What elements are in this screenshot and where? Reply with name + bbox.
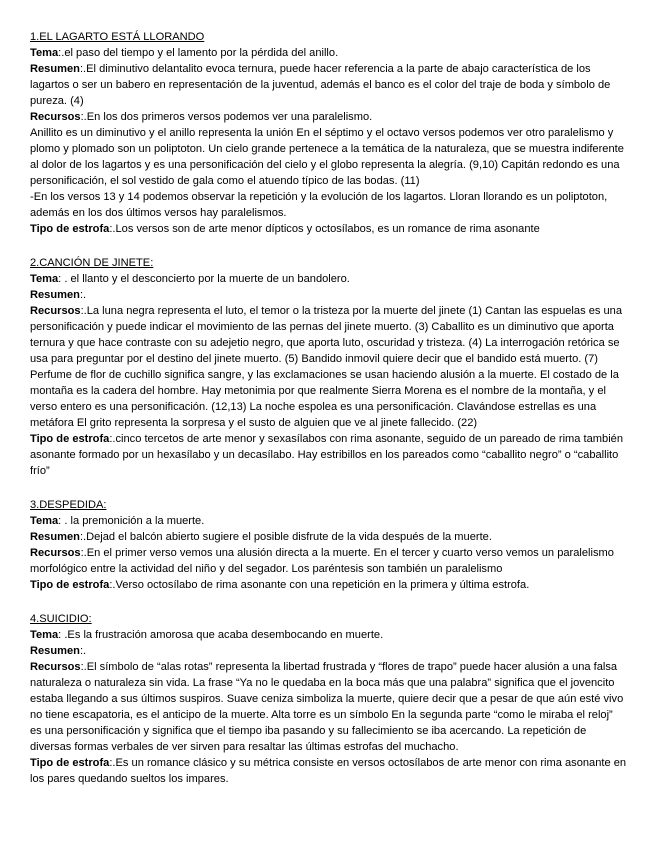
tema-label: Tema (30, 47, 59, 59)
tipo-label: Tipo de estrofa (30, 757, 110, 769)
tipo-label: Tipo de estrofa (30, 223, 110, 235)
recursos-text: :.La luna negra representa el luto, el temor o la tristeza por la muerte del jinete (1) Cantan las espuelas es una personificación y puede indicar el movimiento de las pernas del jinete muerto. (3) Caballito es un diminutivo que aporta ternura y que hace contraste con su adejetio negro, que aporta luto, oscuridad y tristeza. (4) La interrogación retórica se usa para preguntar por el destino del jinete muerto. (5) Bandido inmovil quiere decir que el bandido está muerto. (7) Perfume de flor de cuchillo significa sangre, y las exclamaciones se usan haciendo alusión a la muerte. El costado de la montaña es la cadera del hombre. Hay metonimia por que realmente Sierra Morena es el nombre de la montaña, y el verso entero es una personificación. (12,13) La noche espolea es una personificación. Clavándose estrellas es una metáfora El grito representa la sorpresa y el susto de alguien que ve al jinete fallecido. (22) (30, 305, 623, 429)
resumen-text: :.Dejad el balcón abierto sugiere el posible disfrute de la vida después de la muerte. (79, 531, 492, 543)
tipo-line (30, 577, 627, 593)
tema-label: Tema (30, 515, 59, 527)
recursos-text: :.El símbolo de “alas rotas” representa la libertad frustrada y “flores de trapo” puede hacer alusión a una falsa naturaleza o naturaleza sin vida. La frase “Ya no le quedaba en la boca más que una palabra” significa que el jovencito estaba llegando a sus últimos suspiros. Suave ceniza simboliza la muerte, quiere decir que a pesar de que aún esté vivo no tiene escapatoria, es el anticipo de la muerte. Alta torre es un símbolo En la segunda parte “como le miraba el reloj” es una personificación y significa que el tiempo iba pasando y su fallecimiento se iba acercando. La repetición de diversas formas verbales de ver sirven para resaltar las últimas estrofas del muchacho. (30, 661, 624, 753)
tipo-line (30, 221, 627, 237)
recursos-extra-paragraph: -En los versos 13 y 14 podemos observar la repetición y la evolución de los lagartos. Lloran llorando es un poliptoton, además en los dos últimos versos hay paralelismos. (30, 191, 608, 219)
section-jinete (30, 255, 627, 479)
tema-text: : . la premonición a la muerte. (58, 515, 205, 527)
tipo-text: :.Verso octosílabo de rima asonante con una repetición en la primera y última estrofa. (109, 579, 530, 591)
recursos-line (30, 303, 627, 431)
resumen-line (30, 287, 627, 303)
tema-label: Tema (30, 629, 59, 641)
resumen-text: :. (79, 645, 87, 657)
tipo-line (30, 431, 627, 479)
resumen-line (30, 529, 627, 545)
tema-line (30, 271, 627, 287)
resumen-line (30, 61, 627, 109)
tema-line (30, 45, 627, 61)
resumen-label: Resumen (30, 531, 80, 543)
tema-label: Tema (30, 273, 59, 285)
tema-line (30, 627, 627, 643)
tipo-label: Tipo de estrofa (30, 433, 110, 445)
tipo-text: :.Los versos son de arte menor dípticos y octosílabos, es un romance de rima asonante (109, 223, 540, 235)
recursos-label: Recursos (30, 547, 81, 559)
tema-text: : .Es la frustración amorosa que acaba desembocando en muerte. (58, 629, 384, 641)
resumen-label: Resumen (30, 645, 80, 657)
recursos-text: :.En el primer verso vemos una alusión directa a la muerte. En el tercer y cuarto verso vemos un paralelismo morfológico entre la actividad del niño y del segador. Los paréntesis son también un paralelismo (30, 547, 614, 575)
section-title: 4.SUICIDIO: (30, 613, 92, 625)
section-title: 3.DESPEDIDA: (30, 499, 107, 511)
resumen-line (30, 643, 627, 659)
tema-text: : . el llanto y el desconcierto por la muerte de un bandolero. (58, 273, 350, 285)
recursos-line (30, 545, 627, 577)
resumen-text: :.El diminutivo delantalito evoca ternura, puede hacer referencia a la parte de abajo característica de los lagartos o ser un babero en representación de la juventud, además el banco es el color del traje de boda y símbolo de pureza. (4) (30, 63, 611, 107)
recursos-line (30, 109, 627, 125)
recursos-text: :.En los dos primeros versos podemos ver una paralelismo. (80, 111, 373, 123)
tema-text: :.el paso del tiempo y el lamento por la pérdida del anillo. (58, 47, 339, 59)
recursos-label: Recursos (30, 111, 81, 123)
section-title: 2.CANCIÓN DE JINETE: (30, 257, 154, 269)
recursos-extra-paragraph: Anillito es un diminutivo y el anillo representa la unión En el séptimo y el octavo versos podemos ver otro paralelismo y plomo y plomado son un poliptoton. Un cielo grande pertenece a la temática de la naturaleza, que se muestra indiferente al dolor de los lagartos y es una personificación del cielo y el globo representa la alegría. (9,10) Capitán redondo es una personificación, el sol vestido de gala como el atuendo típico de las bodas. (11) (30, 127, 624, 187)
recursos-line (30, 659, 627, 755)
section-despedida (30, 497, 627, 593)
section-lagarto (30, 29, 627, 237)
resumen-label: Resumen (30, 289, 80, 301)
resumen-label: Resumen (30, 63, 80, 75)
resumen-text: :. (79, 289, 87, 301)
tipo-line (30, 755, 627, 787)
document-page (30, 29, 627, 805)
section-suicidio (30, 611, 627, 787)
tipo-text: :.Es un romance clásico y su métrica consiste en versos octosílabos de arte menor con rima asonante en los pares quedando sueltos los impares. (30, 757, 627, 785)
tema-line (30, 513, 627, 529)
tipo-text: :.cinco tercetos de arte menor y sexasílabos con rima asonante, seguido de un pareado de rima también asonante formado por un hexasílabo y un decasílabo. Hay estribillos en los pareados como “caballito negro” o “caballito frío” (30, 433, 624, 477)
recursos-label: Recursos (30, 661, 81, 673)
tipo-label: Tipo de estrofa (30, 579, 110, 591)
recursos-label: Recursos (30, 305, 81, 317)
section-title: 1.EL LAGARTO ESTÁ LLORANDO (30, 31, 205, 43)
